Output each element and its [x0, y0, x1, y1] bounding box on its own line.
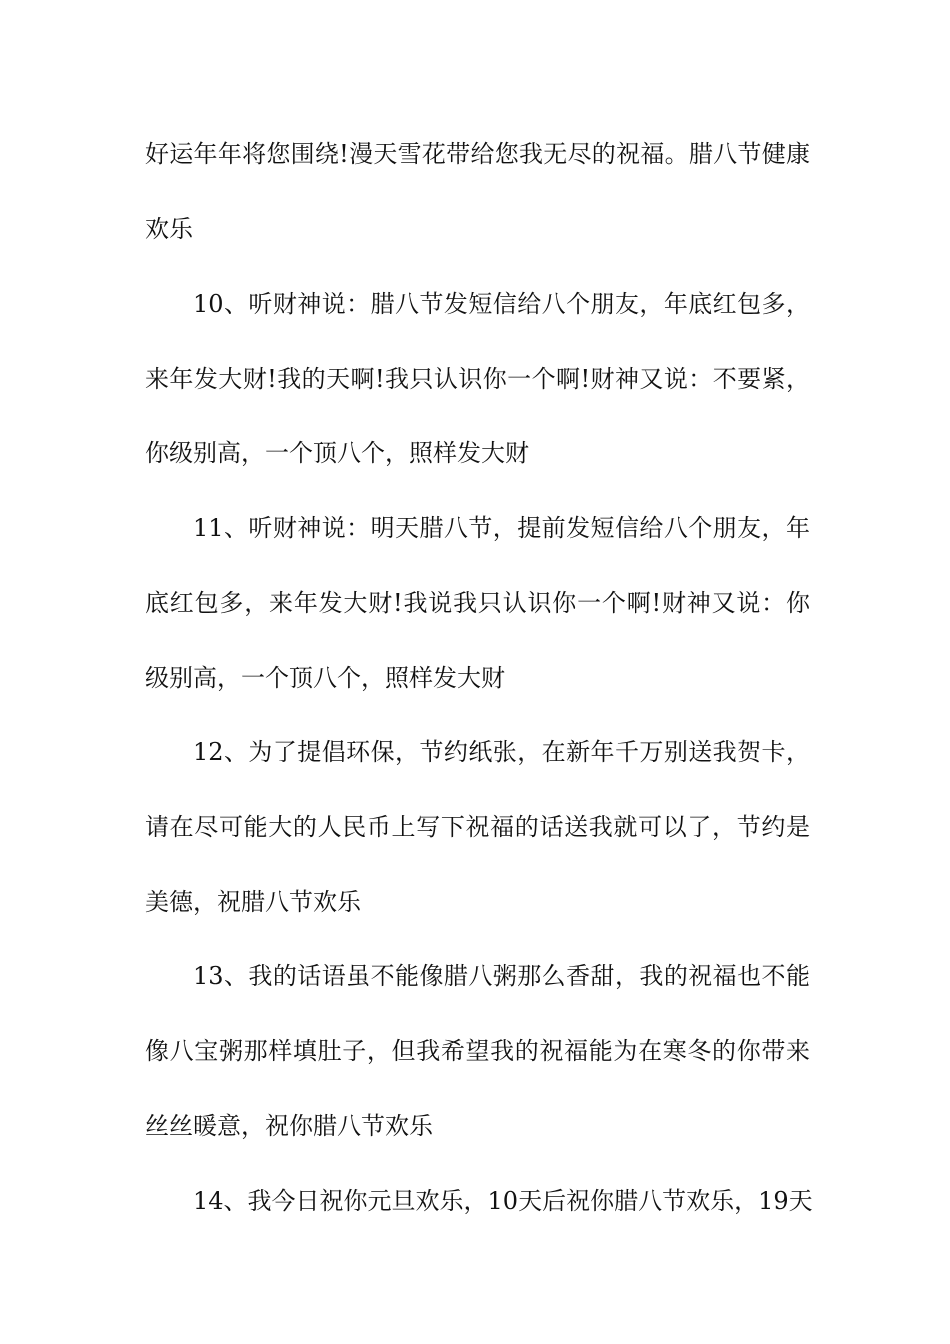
- text-line: 来年发大财!我的天啊!我只认识你一个啊!财神又说：不要紧，: [145, 365, 810, 393]
- text-line: 请在尽可能大的人民币上写下祝福的话送我就可以了，节约是: [145, 813, 810, 841]
- text-line: 欢乐: [145, 215, 193, 243]
- paragraph-start: 12、为了提倡环保，节约纸张，在新年千万别送我贺卡，: [193, 738, 810, 766]
- paragraph-start: 13、我的话语虽不能像腊八粥那么香甜，我的祝福也不能: [193, 962, 810, 990]
- text-line: 丝丝暖意，祝你腊八节欢乐: [145, 1112, 433, 1140]
- paragraph-start: 11、听财神说：明天腊八节，提前发短信给八个朋友，年: [193, 514, 810, 542]
- text-line: 你级别高，一个顶八个，照样发大财: [145, 439, 529, 467]
- text-line: 美德，祝腊八节欢乐: [145, 888, 361, 916]
- text-line: 好运年年将您围绕!漫天雪花带给您我无尽的祝福。腊八节健康: [145, 140, 810, 168]
- paragraph-start: 10、听财神说：腊八节发短信给八个朋友，年底红包多，: [193, 290, 810, 318]
- paragraph-start: 14、我今日祝你元旦欢乐，10天后祝你腊八节欢乐，19天: [193, 1187, 813, 1215]
- text-line: 底红包多，来年发大财!我说我只认识你一个啊!财神又说：你: [145, 589, 810, 617]
- text-line: 级别高，一个顶八个，照样发大财: [145, 664, 505, 692]
- text-line: 像八宝粥那样填肚子，但我希望我的祝福能为在寒冬的你带来: [145, 1037, 810, 1065]
